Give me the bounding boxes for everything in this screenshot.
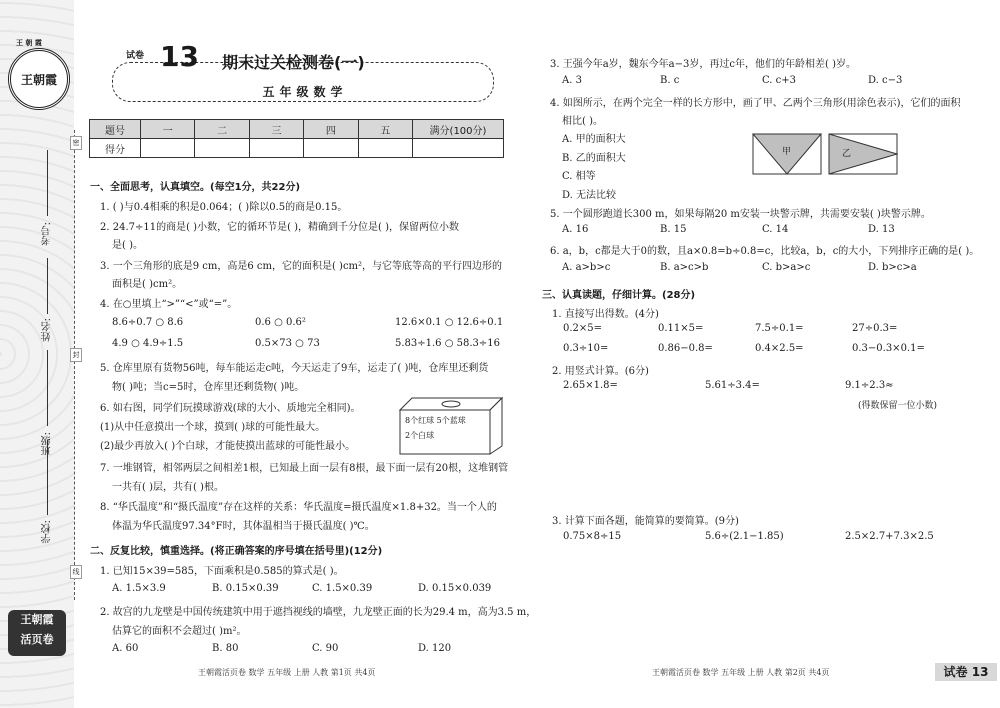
score-head-cell: 三 bbox=[249, 120, 303, 139]
ball-box-figure bbox=[398, 396, 506, 456]
s1-line: 6. 如右图，同学们玩摸球游戏(球的大小、质地完全相同)。 bbox=[100, 403, 361, 414]
score-value-row bbox=[90, 139, 504, 158]
brand-logo: 王朝霞 bbox=[8, 48, 70, 110]
score-head-cell: 四 bbox=[304, 120, 358, 139]
r-question: 3. 王强今年a岁，魏东今年a−3岁，再过c年，他们的年龄相差( )岁。 bbox=[550, 59, 856, 70]
score-head-cell: 一 bbox=[141, 120, 195, 139]
ball-box-line-2: 2个白球 bbox=[405, 431, 435, 440]
r-option: C. b>a>c bbox=[762, 262, 811, 273]
score-cell[interactable] bbox=[358, 139, 412, 158]
r-option: A. 16 bbox=[562, 224, 589, 235]
exam-number: 13 bbox=[160, 40, 199, 73]
score-header-row bbox=[90, 120, 504, 139]
seal-char-3: 线 bbox=[70, 565, 82, 579]
calc-item: 0.4×2.5= bbox=[755, 343, 804, 354]
calc-item: 5.6÷(2.1−1.85) bbox=[705, 531, 784, 542]
name-label: 姓名: bbox=[42, 318, 53, 342]
calc-item: 0.3−0.3×0.1= bbox=[852, 343, 925, 354]
s2-question: 估算它的面积不会超过( )m²。 bbox=[112, 626, 247, 637]
compare-item: 5.83÷1.6 ○ 58.3÷16 bbox=[395, 338, 500, 349]
r-option: B. a>c>b bbox=[660, 262, 709, 273]
r-option: D. c−3 bbox=[868, 75, 903, 86]
calc-item: 0.75×8÷15 bbox=[563, 531, 622, 542]
seal-line bbox=[74, 130, 75, 600]
footer-left: 王朝霞活页卷 数学 五年级 上册 人教 第1页 共4页 bbox=[198, 668, 376, 677]
logo-caption: 王 朝 霞 bbox=[16, 39, 42, 47]
s1-line: 5. 仓库里原有货物56吨，每车能运走c吨，今天运走了9车，运走了( )吨，仓库里还剩货 bbox=[100, 363, 489, 374]
r-option: C. 相等 bbox=[562, 171, 596, 182]
r-question: 4. 如图所示，在两个完全一样的长方形中，画了甲、乙两个三角形(用涂色表示)，它们的面积 bbox=[550, 98, 961, 109]
s1-line: 1. ( )与0.4相乘的积是0.064；( )除以0.5的商是0.15。 bbox=[100, 202, 348, 213]
page-tag: 试卷 13 bbox=[935, 663, 997, 681]
triangle-yi-label: 乙 bbox=[842, 149, 852, 159]
score-head-cell: 题号 bbox=[90, 120, 141, 139]
rounding-note: (得数保留一位小数) bbox=[858, 401, 938, 411]
exam-tag: 试卷 bbox=[126, 51, 145, 61]
compare-item: 0.5×73 ○ 73 bbox=[255, 338, 320, 349]
s2-question: 2. 故宫的九龙壁是中国传统建筑中用于遮挡视线的墙壁，九龙壁正面的长为29.4 m，高为3.5 m， bbox=[100, 607, 537, 618]
s2-option: B. 0.15×0.39 bbox=[212, 583, 279, 594]
grade-subject: 五年级数学 bbox=[200, 83, 410, 99]
r-question: 5. 一个圆形跑道长300 m，如果每隔20 m安装一块警示牌，共需要安装( )块警示牌。 bbox=[550, 209, 931, 220]
r-option: C. c+3 bbox=[762, 75, 796, 86]
calc-item: 0.2×5= bbox=[563, 323, 603, 334]
r-option: B. 15 bbox=[660, 224, 687, 235]
s2-question: 1. 已知15×39=585，下面乘积是0.585的算式是( )。 bbox=[100, 566, 344, 577]
s1-line: 是( )。 bbox=[112, 240, 143, 251]
calc-item: 9.1÷2.3≈ bbox=[845, 380, 894, 391]
score-table bbox=[89, 119, 504, 158]
r-question: 3. 计算下面各题，能简算的要简算。(9分) bbox=[552, 516, 739, 527]
calc-item: 5.61÷3.4= bbox=[705, 380, 760, 391]
score-head-cell: 五 bbox=[358, 120, 412, 139]
r-option: D. 13 bbox=[868, 224, 895, 235]
score-cell[interactable] bbox=[141, 139, 195, 158]
calc-item: 2.5×2.7+7.3×2.5 bbox=[845, 531, 934, 542]
triangle-yi-figure bbox=[828, 133, 898, 175]
score-cell[interactable] bbox=[413, 139, 504, 158]
ball-box-line-1: 8个红球 5个蓝球 bbox=[405, 416, 466, 425]
r-option: B. 乙的面积大 bbox=[562, 153, 626, 164]
s2-option: A. 60 bbox=[112, 643, 139, 654]
score-row-label: 得分 bbox=[90, 139, 141, 158]
r-question: 6. a，b，c都是大于0的数，且a×0.8=b÷0.8=c，比较a，b，c的大小，下列排序正确的是( )。 bbox=[550, 246, 980, 257]
s1-line: 8. “华氏温度”和“摄氏温度”存在这样的关系：华氏温度=摄氏温度×1.8+32。当一个人的 bbox=[100, 502, 497, 513]
calc-item: 0.11×5= bbox=[658, 323, 704, 334]
class-line bbox=[47, 350, 48, 426]
s1-line: (1)从中任意摸出一个球，摸到( )球的可能性最大。 bbox=[100, 422, 326, 433]
s2-option: D. 120 bbox=[418, 643, 452, 654]
r-option: A. 3 bbox=[562, 75, 582, 86]
seal-char-1: 密 bbox=[70, 136, 82, 150]
compare-item: 0.6 ○ 0.6² bbox=[255, 317, 306, 328]
s2-option: D. 0.15×0.039 bbox=[418, 583, 492, 594]
s2-option: A. 1.5×3.9 bbox=[112, 583, 166, 594]
exam-no-line bbox=[47, 150, 48, 216]
score-head-cell: 二 bbox=[195, 120, 249, 139]
calc-item: 7.5÷0.1= bbox=[755, 323, 804, 334]
s1-line: 3. 一个三角形的底是9 cm，高是6 cm，它的面积是( )cm²，与它等底等高的平行四边形的 bbox=[100, 261, 503, 272]
score-cell[interactable] bbox=[304, 139, 358, 158]
school-label: 学校: bbox=[42, 520, 53, 544]
exam-no-label: 考号: bbox=[42, 222, 53, 246]
triangle-jia-label: 甲 bbox=[782, 147, 792, 157]
badge-line-2: 活页卷 bbox=[20, 633, 54, 646]
seal-char-2: 封 bbox=[70, 348, 82, 362]
s1-line: 4. 在○里填上“>”“<”或“=”。 bbox=[100, 299, 238, 310]
s1-line: (2)最少再放入( )个白球，才能使摸出蓝球的可能性最小。 bbox=[100, 441, 356, 452]
r-option: B. c bbox=[660, 75, 680, 86]
badge-line-1: 王朝霞 bbox=[20, 613, 54, 626]
exam-title: 期末过关检测卷(一) bbox=[222, 53, 365, 72]
r-option: D. 无法比较 bbox=[562, 190, 617, 201]
s1-line: 物( )吨；当c=5时，仓库里还剩货物( )吨。 bbox=[112, 382, 305, 393]
s1-line: 体温为华氏温度97.34°F时，其体温相当于摄氏温度( )℃。 bbox=[112, 521, 375, 532]
score-cell[interactable] bbox=[195, 139, 249, 158]
calc-item: 27÷0.3= bbox=[852, 323, 898, 334]
section-2-title: 二、反复比较，慎重选择。(将正确答案的序号填在括号里)(12分) bbox=[90, 546, 383, 557]
r-option: D. b>c>a bbox=[868, 262, 917, 273]
score-cell[interactable] bbox=[249, 139, 303, 158]
s2-option: C. 90 bbox=[312, 643, 339, 654]
class-label: 班级: bbox=[42, 432, 53, 456]
r-question: 相比( )。 bbox=[562, 116, 603, 127]
compare-item: 8.6÷0.7 ○ 8.6 bbox=[112, 317, 184, 328]
compare-item: 12.6×0.1 ○ 12.6÷0.1 bbox=[395, 317, 504, 328]
brand-badge bbox=[8, 610, 66, 656]
calc-item: 0.3÷10= bbox=[563, 343, 609, 354]
calc-item: 2.65×1.8= bbox=[563, 380, 618, 391]
footer-right: 王朝霞活页卷 数学 五年级 上册 人教 第2页 共4页 bbox=[652, 668, 830, 677]
compare-item: 4.9 ○ 4.9÷1.5 bbox=[112, 338, 184, 349]
s2-option: B. 80 bbox=[212, 643, 239, 654]
s1-line: 面积是( )cm²。 bbox=[112, 279, 183, 290]
name-line bbox=[47, 258, 48, 314]
r-option: A. 甲的面积大 bbox=[562, 134, 626, 145]
section-3-title: 三、认真读题，仔细计算。(28分) bbox=[542, 290, 696, 301]
s1-line: 2. 24.7÷11的商是( )小数，它的循环节是( )，精确到千分位是( )，保留两位小数 bbox=[100, 222, 460, 233]
s1-line: 7. 一堆钢管，相邻两层之间相差1根，已知最上面一层有8根，最下面一层有20根，这堆钢管 bbox=[100, 463, 509, 474]
s1-line: 一共有( )层，共有( )根。 bbox=[112, 482, 224, 493]
s2-option: C. 1.5×0.39 bbox=[312, 583, 373, 594]
section-1-title: 一、全面思考，认真填空。(每空1分，共22分) bbox=[90, 182, 301, 193]
calc-item: 0.86−0.8= bbox=[658, 343, 713, 354]
score-head-cell: 满分(100分) bbox=[413, 120, 504, 139]
r-option: A. a>b>c bbox=[562, 262, 611, 273]
r-question: 2. 用竖式计算。(6分) bbox=[552, 366, 649, 377]
r-option: C. 14 bbox=[762, 224, 789, 235]
r-question: 1. 直接写出得数。(4分) bbox=[552, 309, 659, 320]
